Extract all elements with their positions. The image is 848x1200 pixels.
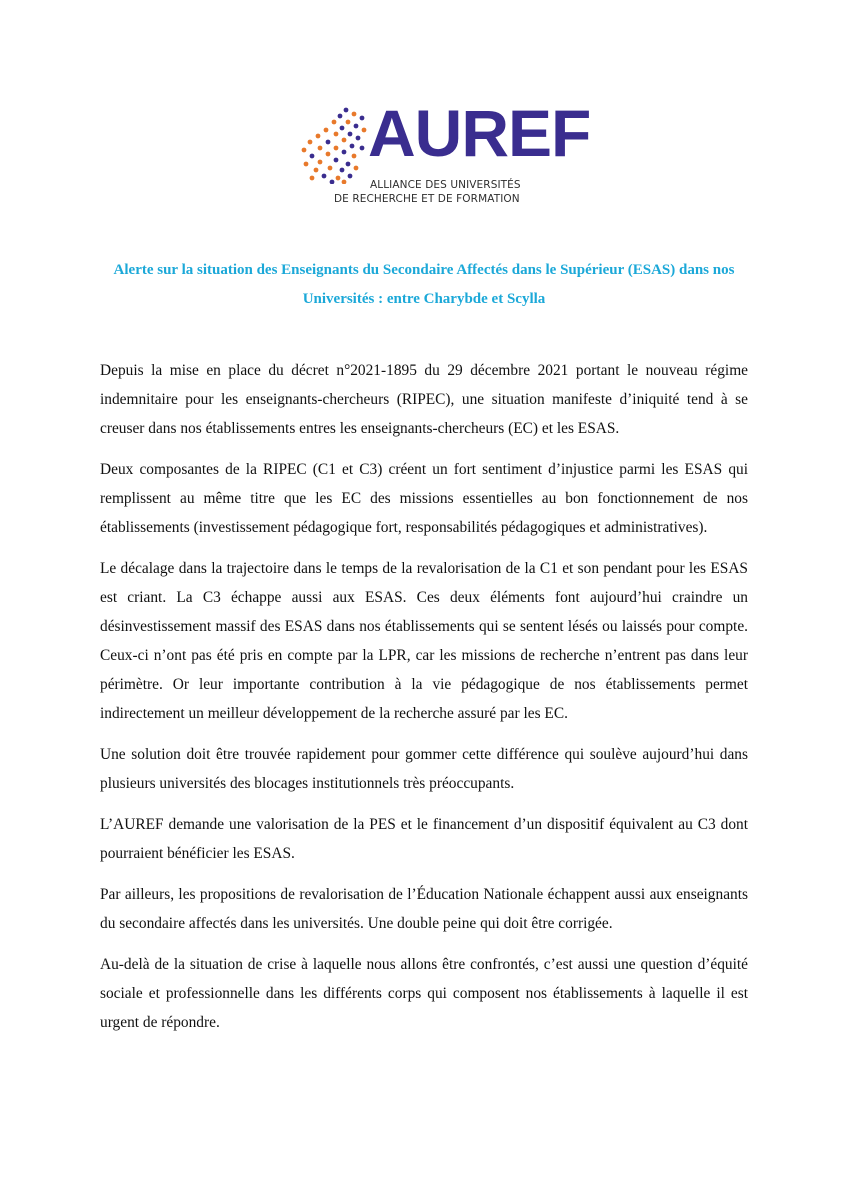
auref-logo — [296, 96, 591, 208]
document-body — [100, 356, 748, 1049]
paragraph: Deux composantes de la RIPEC (C1 et C3) créent un fort sentiment d’injustice parmi les ESAS qui remplissent au même titre que les EC des missions essentielles au bon fonctionnement de nos établissements (investissement pédagogique fort, responsabilités pédagogiques et administratives). — [100, 461, 748, 536]
logo-dot — [356, 136, 361, 141]
logo-dot — [340, 168, 345, 173]
logo-subtitle-line2: DE RECHERCHE ET DE FORMATION — [334, 193, 520, 205]
logo-dot — [334, 158, 339, 163]
logo-dot — [344, 108, 349, 113]
logo-dot — [348, 132, 353, 137]
logo-dot — [326, 140, 331, 145]
logo-dot — [350, 144, 355, 149]
paragraph: L’AUREF demande une valorisation de la PES et le financement d’un dispositif équivalent au C3 dont pourraient bénéficier les ESAS. — [100, 816, 748, 862]
logo-dot — [342, 138, 347, 143]
logo-dot — [310, 154, 315, 159]
paragraph: Au-delà de la situation de crise à laquelle nous allons être confrontés, c’est aussi une question d’équité sociale et professionnelle dans les différents corps qui composent nos établissements à laquelle il est urgent de répondre. — [100, 956, 748, 1031]
logo-dot — [360, 116, 365, 121]
logo-dot — [314, 168, 319, 173]
logo-subtitle-line1: ALLIANCE DES UNIVERSITÉS — [370, 179, 521, 191]
logo-dot — [352, 112, 357, 117]
dots-mark-icon — [296, 104, 376, 184]
paragraph: Par ailleurs, les propositions de revalorisation de l’Éducation Nationale échappent aussi aux enseignants du secondaire affectés dans les universités. Une double peine qui doit être corrigée. — [100, 886, 748, 932]
logo-dot — [318, 146, 323, 151]
logo-dot — [326, 152, 331, 157]
logo-dot — [346, 120, 351, 125]
logo-dot — [360, 146, 365, 151]
document-title: Alerte sur la situation des Enseignants du Secondaire Affectés dans le Supérieur (ESAS) dans nos Universités : entre Charybde et Scylla — [113, 262, 735, 307]
logo-dot — [308, 140, 313, 145]
logo-dot — [342, 150, 347, 155]
paragraph: Depuis la mise en place du décret n°2021-1895 du 29 décembre 2021 portant le nouveau régime indemnitaire pour les enseignants-chercheurs (RIPEC), une situation manifeste d’iniquité tend à se creuser dans nos établissements entres les enseignants-chercheurs (EC) et les ESAS. — [100, 362, 748, 437]
logo-dot — [322, 174, 327, 179]
logo-dot — [362, 128, 367, 133]
logo-subtitle — [334, 178, 521, 206]
paragraph: Une solution doit être trouvée rapidement pour gommer cette différence qui soulève aujourd’hui dans plusieurs universités des blocages institutionnels très préoccupants. — [100, 746, 748, 792]
logo-dot — [302, 148, 307, 153]
logo-dot — [318, 160, 323, 165]
logo-dot — [316, 134, 321, 139]
logo-dot — [338, 114, 343, 119]
logo-dot — [332, 120, 337, 125]
logo-dot — [354, 124, 359, 129]
logo-dot — [354, 166, 359, 171]
logo-dot — [340, 126, 345, 131]
logo-dot — [324, 128, 329, 133]
logo-dot — [352, 154, 357, 159]
logo-dot — [328, 166, 333, 171]
logo-dot — [334, 146, 339, 151]
logo-wordmark: AUREF — [368, 96, 591, 170]
logo-dot — [310, 176, 315, 181]
paragraph: Le décalage dans la trajectoire dans le temps de la revalorisation de la C1 et son pendant pour les ESAS est criant. La C3 échappe aussi aux ESAS. Ces deux éléments font aujourd’hui craindre un désinvestissement massif des ESAS dans nos établissements qui se sentent lésés ou laissés pour compte. Ceux-ci n’ont pas été pris en compte par la LPR, car les missions de recherche n’entrent pas dans leur périmètre. Or leur importante contribution à la vie pédagogique de nos établissements permet indirectement un meilleur développement de la recherche assuré par les EC. — [100, 560, 748, 722]
logo-dot — [304, 162, 309, 167]
logo-dot — [346, 162, 351, 167]
logo-dot — [334, 132, 339, 137]
